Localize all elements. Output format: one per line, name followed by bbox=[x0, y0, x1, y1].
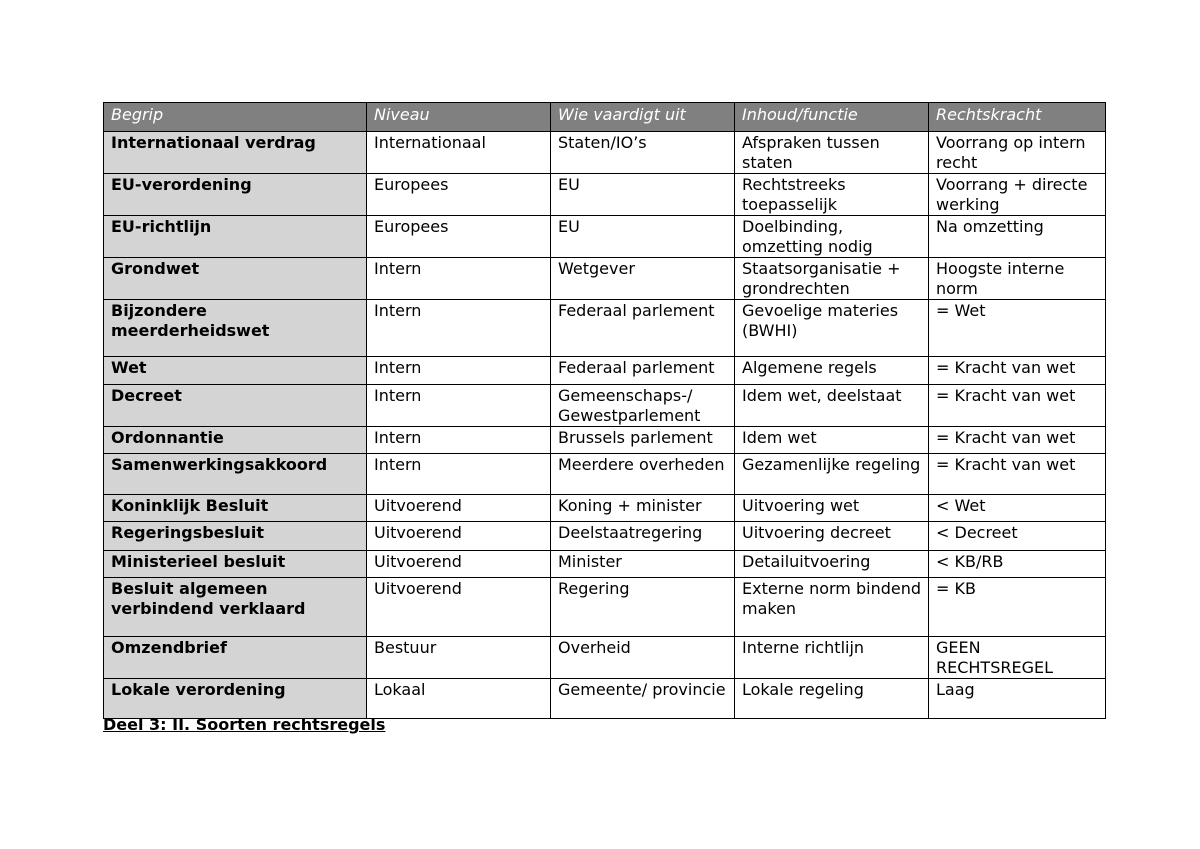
cell-wie-vaardigt-uit: Wetgever bbox=[551, 258, 735, 300]
table-row bbox=[104, 216, 1106, 258]
cell-wie-vaardigt-uit: Regering bbox=[551, 578, 735, 637]
table-row bbox=[104, 637, 1106, 679]
cell-rechtskracht: = Kracht van wet bbox=[929, 385, 1106, 427]
cell-wie-vaardigt-uit: Koning + minister bbox=[551, 495, 735, 522]
cell-begrip: Grondwet bbox=[104, 258, 367, 300]
cell-inhoud-functie: Idem wet bbox=[735, 427, 929, 454]
table-row bbox=[104, 174, 1106, 216]
cell-wie-vaardigt-uit: Federaal parlement bbox=[551, 300, 735, 357]
cell-begrip: Regeringsbesluit bbox=[104, 522, 367, 551]
cell-begrip: Wet bbox=[104, 357, 367, 385]
cell-begrip: Samenwerkingsakkoord bbox=[104, 454, 367, 495]
cell-begrip: Bijzondere meerderheidswet bbox=[104, 300, 367, 357]
cell-niveau: Intern bbox=[367, 454, 551, 495]
cell-inhoud-functie: Lokale regeling bbox=[735, 679, 929, 719]
cell-niveau: Uitvoerend bbox=[367, 551, 551, 578]
cell-niveau: Internationaal bbox=[367, 132, 551, 174]
cell-wie-vaardigt-uit: EU bbox=[551, 174, 735, 216]
cell-inhoud-functie: Doelbinding, omzetting nodig bbox=[735, 216, 929, 258]
cell-inhoud-functie: Interne richtlijn bbox=[735, 637, 929, 679]
cell-wie-vaardigt-uit: Federaal parlement bbox=[551, 357, 735, 385]
cell-wie-vaardigt-uit: Minister bbox=[551, 551, 735, 578]
cell-wie-vaardigt-uit: Overheid bbox=[551, 637, 735, 679]
header-niveau: Niveau bbox=[367, 103, 551, 132]
table-row bbox=[104, 300, 1106, 357]
table-row bbox=[104, 357, 1106, 385]
cell-inhoud-functie: Uitvoering decreet bbox=[735, 522, 929, 551]
cell-rechtskracht: = Kracht van wet bbox=[929, 454, 1106, 495]
cell-inhoud-functie: Idem wet, deelstaat bbox=[735, 385, 929, 427]
header-wie-vaardigt-uit: Wie vaardigt uit bbox=[551, 103, 735, 132]
legal-norms-table bbox=[103, 102, 1106, 719]
cell-niveau: Intern bbox=[367, 300, 551, 357]
cell-wie-vaardigt-uit: Brussels parlement bbox=[551, 427, 735, 454]
table-row bbox=[104, 427, 1106, 454]
cell-niveau: Intern bbox=[367, 357, 551, 385]
cell-niveau: Bestuur bbox=[367, 637, 551, 679]
cell-inhoud-functie: Algemene regels bbox=[735, 357, 929, 385]
table-row bbox=[104, 522, 1106, 551]
header-rechtskracht: Rechtskracht bbox=[929, 103, 1106, 132]
cell-begrip: Besluit algemeen verbindend verklaard bbox=[104, 578, 367, 637]
table-row bbox=[104, 132, 1106, 174]
table-row bbox=[104, 385, 1106, 427]
cell-begrip: Ministerieel besluit bbox=[104, 551, 367, 578]
table-body bbox=[104, 132, 1106, 719]
cell-begrip: Internationaal verdrag bbox=[104, 132, 367, 174]
cell-inhoud-functie: Gevoelige materies (BWHI) bbox=[735, 300, 929, 357]
cell-rechtskracht: Na omzetting bbox=[929, 216, 1106, 258]
cell-begrip: Koninklijk Besluit bbox=[104, 495, 367, 522]
cell-rechtskracht: = KB bbox=[929, 578, 1106, 637]
cell-begrip: Omzendbrief bbox=[104, 637, 367, 679]
cell-begrip: Lokale verordening bbox=[104, 679, 367, 719]
cell-rechtskracht: = Kracht van wet bbox=[929, 427, 1106, 454]
cell-begrip: EU-verordening bbox=[104, 174, 367, 216]
cell-wie-vaardigt-uit: EU bbox=[551, 216, 735, 258]
cell-wie-vaardigt-uit: Deelstaatregering bbox=[551, 522, 735, 551]
cell-wie-vaardigt-uit: Gemeente/ provincie bbox=[551, 679, 735, 719]
cell-niveau: Europees bbox=[367, 216, 551, 258]
cell-niveau: Europees bbox=[367, 174, 551, 216]
cell-inhoud-functie: Rechtstreeks toepasselijk bbox=[735, 174, 929, 216]
cell-inhoud-functie: Uitvoering wet bbox=[735, 495, 929, 522]
cell-inhoud-functie: Detailuitvoering bbox=[735, 551, 929, 578]
cell-inhoud-functie: Staatsorganisatie + grondrechten bbox=[735, 258, 929, 300]
table-header-row bbox=[104, 103, 1106, 132]
cell-niveau: Lokaal bbox=[367, 679, 551, 719]
cell-rechtskracht: Voorrang + directe werking bbox=[929, 174, 1106, 216]
cell-inhoud-functie: Afspraken tussen staten bbox=[735, 132, 929, 174]
cell-rechtskracht: < Wet bbox=[929, 495, 1106, 522]
cell-inhoud-functie: Gezamenlijke regeling bbox=[735, 454, 929, 495]
cell-begrip: Decreet bbox=[104, 385, 367, 427]
cell-inhoud-functie: Externe norm bindend maken bbox=[735, 578, 929, 637]
cell-wie-vaardigt-uit: Staten/IO’s bbox=[551, 132, 735, 174]
cell-niveau: Uitvoerend bbox=[367, 578, 551, 637]
header-begrip: Begrip bbox=[104, 103, 367, 132]
cell-begrip: Ordonnantie bbox=[104, 427, 367, 454]
header-inhoud-functie: Inhoud/functie bbox=[735, 103, 929, 132]
cell-rechtskracht: Voorrang op intern recht bbox=[929, 132, 1106, 174]
cell-rechtskracht: Hoogste interne norm bbox=[929, 258, 1106, 300]
cell-wie-vaardigt-uit: Gemeenschaps-/ Gewestparlement bbox=[551, 385, 735, 427]
cell-rechtskracht: = Wet bbox=[929, 300, 1106, 357]
cell-rechtskracht: Laag bbox=[929, 679, 1106, 719]
cell-wie-vaardigt-uit: Meerdere overheden bbox=[551, 454, 735, 495]
cell-begrip: EU-richtlijn bbox=[104, 216, 367, 258]
cell-rechtskracht: GEEN RECHTSREGEL bbox=[929, 637, 1106, 679]
table-row bbox=[104, 258, 1106, 300]
table-row bbox=[104, 454, 1106, 495]
table-row bbox=[104, 679, 1106, 719]
cell-niveau: Intern bbox=[367, 258, 551, 300]
cell-rechtskracht: < KB/RB bbox=[929, 551, 1106, 578]
cell-niveau: Intern bbox=[367, 427, 551, 454]
table-row bbox=[104, 551, 1106, 578]
cell-rechtskracht: < Decreet bbox=[929, 522, 1106, 551]
table-row bbox=[104, 578, 1106, 637]
cell-rechtskracht: = Kracht van wet bbox=[929, 357, 1106, 385]
cell-niveau: Intern bbox=[367, 385, 551, 427]
cell-niveau: Uitvoerend bbox=[367, 522, 551, 551]
table-row bbox=[104, 495, 1106, 522]
cell-niveau: Uitvoerend bbox=[367, 495, 551, 522]
section-title: Deel 3: II. Soorten rechtsregels bbox=[103, 715, 386, 734]
